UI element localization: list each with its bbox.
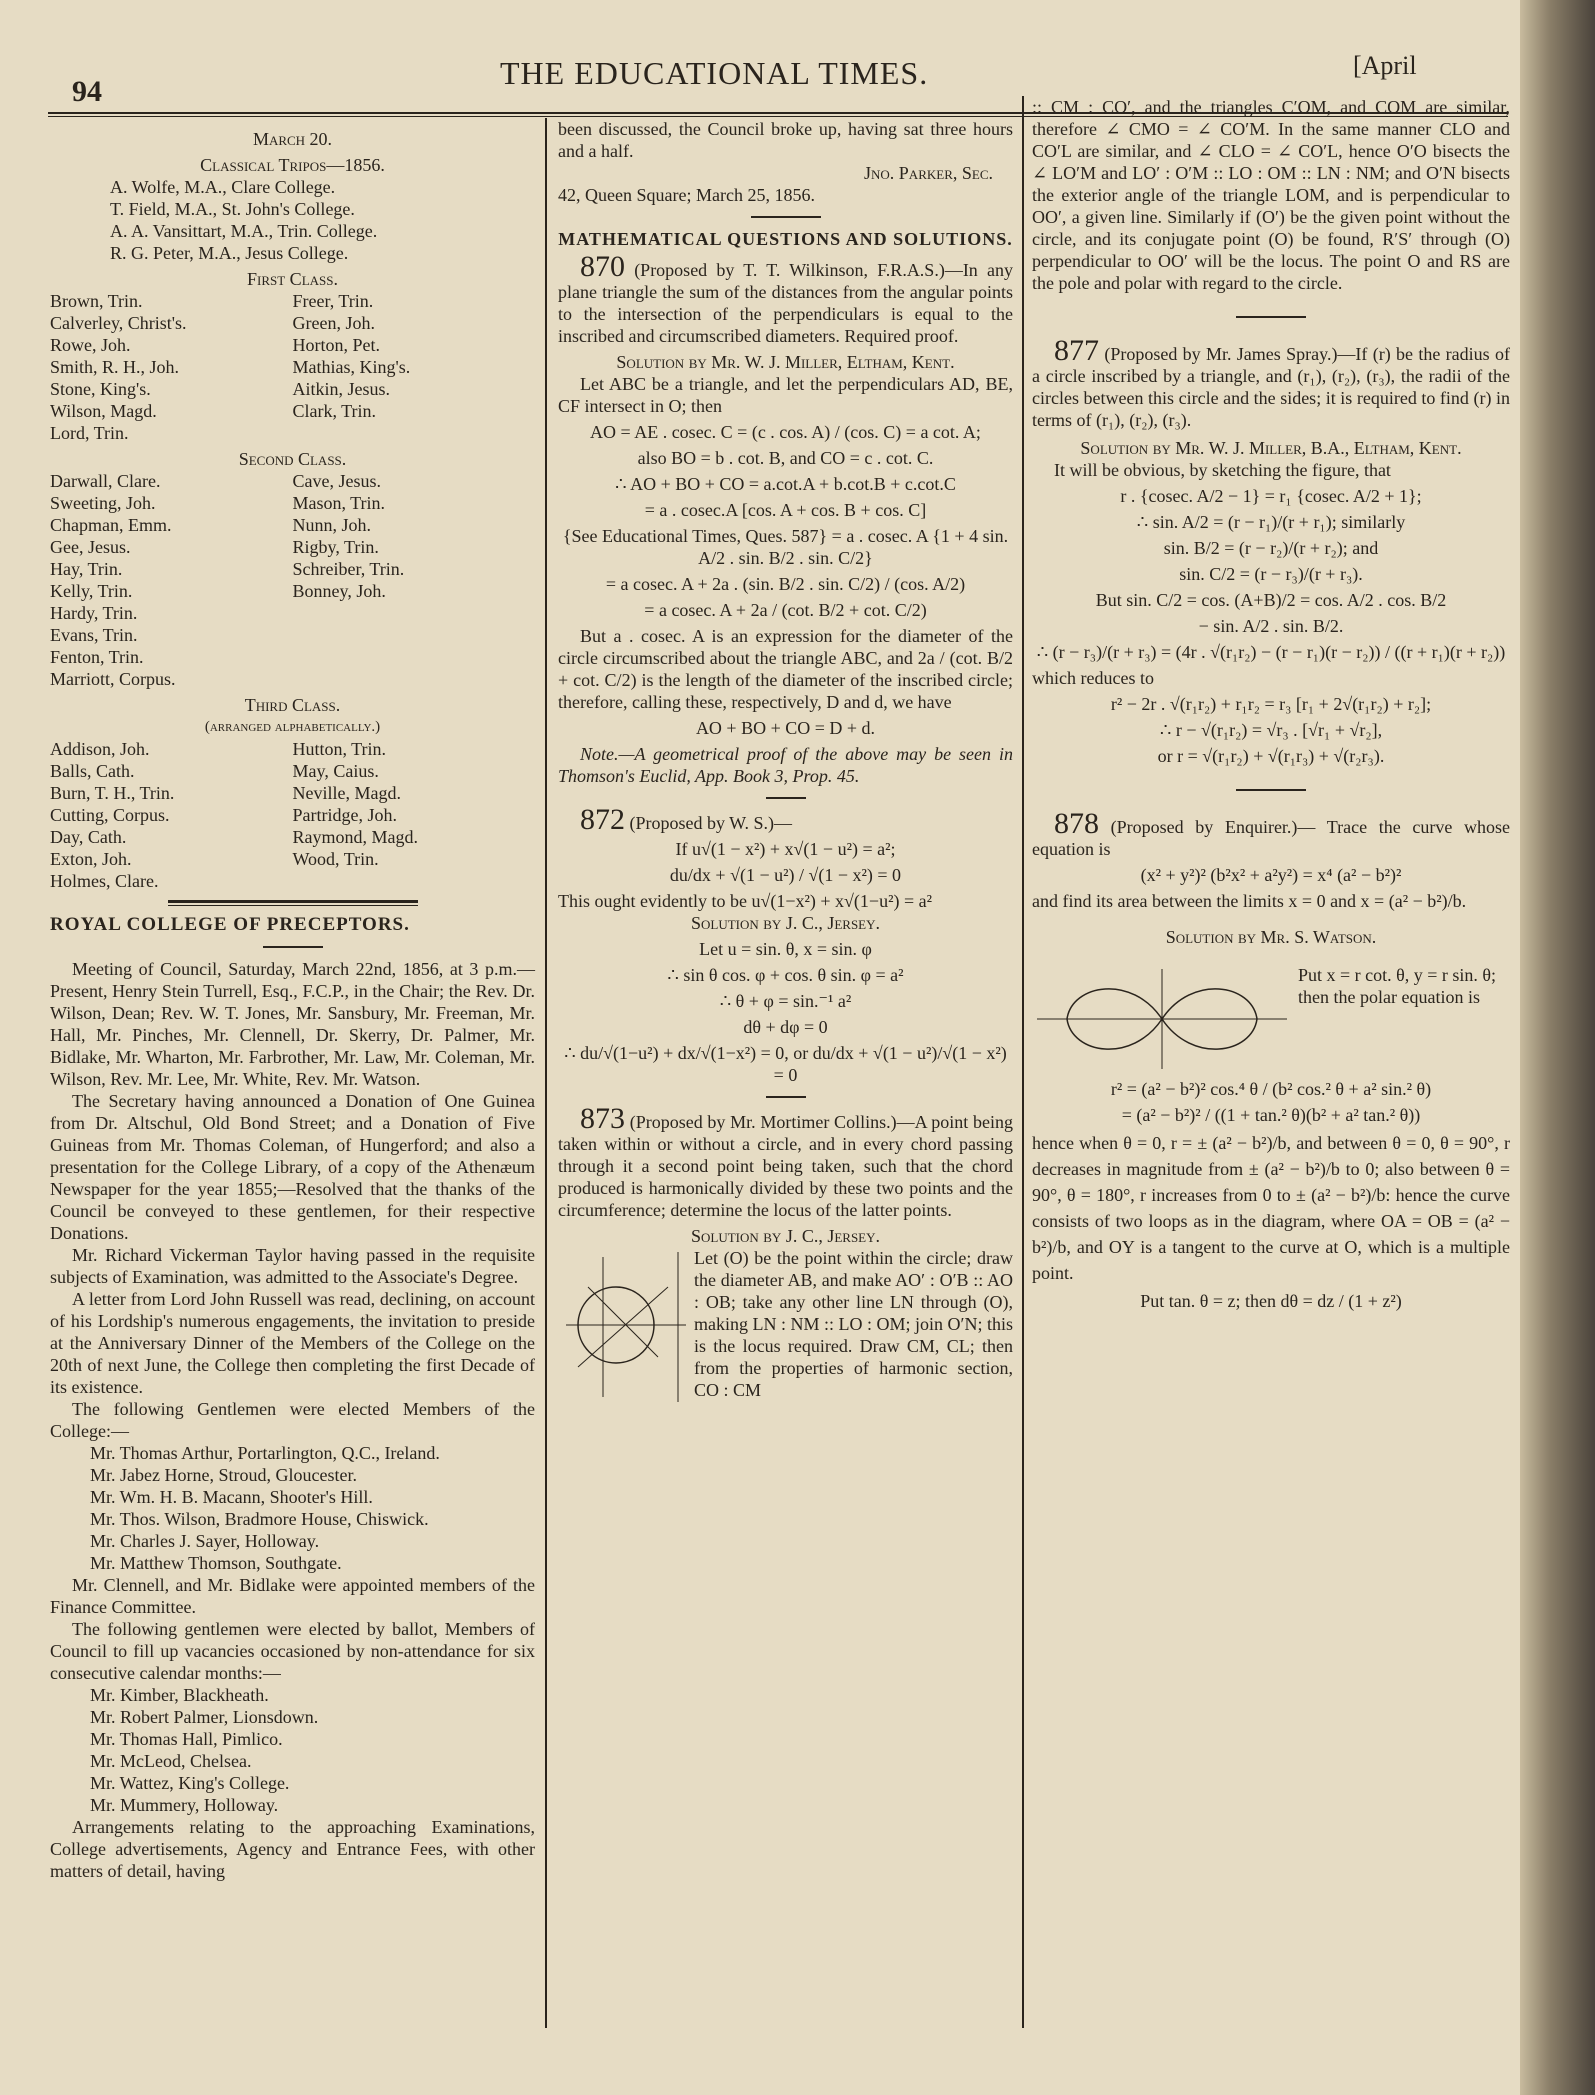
- members-list: [50, 1442, 535, 1574]
- equation: Let u = sin. θ, x = sin. φ: [699, 939, 872, 959]
- equation: dθ + dφ = 0: [743, 1017, 828, 1037]
- equation: ∴ θ + φ = sin.⁻¹ a²: [719, 991, 852, 1011]
- equation: r² = (a² − b²)² cos.⁴ θ / (b² cos.² θ + a² sin.² θ): [1110, 1079, 1432, 1099]
- paragraph: But a . cosec. A is an expression for the diameter of the circle circumscribed about the triangle ABC, and 2a / (cot. B/2 + cot. C/2) is the length of the diameter of the inscribed circle; therefore, calling these, respectively, D and d, we have: [558, 626, 1013, 712]
- signature-date: 42, Queen Square; March 25, 1856.: [558, 185, 815, 205]
- paragraph: The Secretary having announced a Donation of One Guinea from Dr. Altschul, Old Bond Street; and a Donation of Five Guineas from Mr. Thomas Coleman, of Hungerford; and also a presentation for the College Library, of a copy of the Athenæum Newspaper for the year 1855;—Resolved that the thanks of the Council be conveyed to these gentlemen, for their respective Donations.: [50, 1091, 535, 1243]
- equation: also BO = b . cot. B, and CO = c . cot. C.: [637, 448, 934, 468]
- member: Mr. Thos. Wilson, Bradmore House, Chiswick.: [90, 1509, 429, 1529]
- examiner: R. G. Peter, M.A., Jesus College.: [110, 243, 349, 263]
- column-rule-1: [545, 118, 547, 2028]
- divider: [766, 1096, 806, 1098]
- column-2: [558, 118, 1013, 1407]
- council-member: Mr. Thomas Hall, Pimlico.: [90, 1729, 283, 1749]
- name-entry: Kelly, Trin.: [50, 581, 133, 601]
- equation: But sin. C/2 = cos. (A+B)/2 = cos. A/2 . cos. B/2: [1095, 590, 1447, 610]
- council-member: Mr. McLeod, Chelsea.: [90, 1751, 252, 1771]
- equation: r² − 2r . √(r₁r₂) + r₁r₂ = r₃ [r₁ + 2√(r₁r₂) + r₂];: [1110, 694, 1432, 714]
- section-divider: [168, 900, 418, 906]
- name-entry: Cutting, Corpus.: [50, 805, 170, 825]
- name-entry: Evans, Trin.: [50, 625, 138, 645]
- equation: AO = AE . cosec. C = (c . cos. A) / (cos. C) = a cot. A;: [590, 422, 981, 442]
- equation: ∴ sin θ cos. φ + cos. θ sin. φ = a²: [667, 965, 904, 985]
- name-entry: May, Caius.: [292, 761, 379, 781]
- solution-873-block: [558, 1247, 1013, 1407]
- question-870: [558, 250, 1013, 347]
- name-entry: Wood, Trin.: [292, 849, 379, 869]
- question-877: [1032, 334, 1510, 431]
- paragraph: Let ABC be a triangle, and let the perpendiculars AD, BE, CF intersect in O; then: [558, 374, 1013, 416]
- third-class-subtitle: (arranged alphabetically.): [204, 719, 381, 735]
- solution-heading: Solution by Mr. S. Watson.: [1165, 927, 1377, 947]
- paragraph: :: CM : CO′, and the triangles C′OM, and COM are similar, therefore ∠ CMO = ∠ CO′M. In the same manner CLO and CO′L are similar, and ∠ CLO = ∠ CO′L, hence O′O bisects the ∠ LO′M and LO′ : O′M :: LO : OM :: LN : NM; and O′N bisects the exterior angle of the triangle LOM, and is perpendicular to OO′, a given line. Similarly if (O′) be the given point without the circle, and its conjugate point (O) be found, R′S′ through (O) perpendicular to OO′ will be the locus. The point O and RS are the pole and polar with regard to the circle.: [1032, 97, 1510, 293]
- name-entry: Burn, T. H., Trin.: [50, 783, 175, 803]
- equation: {See Educational Times, Ques. 587} = a . cosec. A {1 + 4 sin. A/2 . sin. B/2 . sin. C/2}: [562, 526, 1009, 568]
- name-entry: Wilson, Magd.: [50, 401, 157, 421]
- question-number: 872: [580, 803, 625, 836]
- name-entry: Rigby, Trin.: [292, 537, 379, 557]
- name-entry: Addison, Joh.: [50, 739, 150, 759]
- solution-heading: Solution by Mr. W. J. Miller, Eltham, Kent.: [616, 352, 955, 372]
- name-entry: Horton, Pet.: [292, 335, 380, 355]
- member: Mr. Matthew Thomson, Southgate.: [90, 1553, 342, 1573]
- signature: Jno. Parker, Sec.: [864, 163, 993, 183]
- paragraph: which reduces to: [1032, 668, 1154, 688]
- name-entry: Stone, King's.: [50, 379, 151, 399]
- third-class-list: [50, 738, 535, 892]
- third-class-title: Third Class.: [244, 695, 341, 715]
- question-873: [558, 1102, 1013, 1221]
- question-text: (Proposed by W. S.)—: [629, 813, 793, 833]
- equation: − sin. A/2 . sin. B/2.: [1198, 616, 1344, 636]
- name-entry: Brown, Trin.: [50, 291, 143, 311]
- book-spine: [1520, 0, 1595, 2095]
- name-entry: Day, Cath.: [50, 827, 127, 847]
- equation: or r = √(r₁r₂) + √(r₁r₃) + √(r₂r₃).: [1157, 746, 1385, 766]
- name-entry: Bonney, Joh.: [292, 581, 386, 601]
- name-entry: Balls, Cath.: [50, 761, 135, 781]
- paragraph: hence when θ = 0, r = ± (a² − b²)/b, and between θ = 0, θ = 90°, r decreases in magnitude from ± (a² − b²)/b to 0; also between θ = 90°, θ = 180°, r increases from 0 to ± (a² − b²)/b: hence the curve consists of two loops as in the diagram, where OA = OB = (a² − b²)/b, and OY is a tangent to the curve at O, which is a multiple point.: [1032, 1133, 1510, 1283]
- member: Mr. Wm. H. B. Macann, Shooter's Hill.: [90, 1487, 373, 1507]
- equation: sin. B/2 = (r − r₂)/(r + r₂); and: [1163, 538, 1379, 558]
- solution-heading: Solution by J. C., Jersey.: [690, 1226, 881, 1246]
- name-entry: Partridge, Joh.: [292, 805, 397, 825]
- question-number: 870: [580, 250, 625, 283]
- council-member: Mr. Robert Palmer, Lionsdown.: [90, 1707, 319, 1727]
- college-heading: ROYAL COLLEGE OF PRECEPTORS.: [50, 914, 410, 935]
- name-entry: Sweeting, Joh.: [50, 493, 156, 513]
- divider: [1236, 789, 1306, 791]
- member: Mr. Charles J. Sayer, Holloway.: [90, 1531, 320, 1551]
- two-loop-curve-diagram: [1032, 964, 1292, 1074]
- question-number: 877: [1054, 334, 1099, 367]
- examiner: T. Field, M.A., St. John's College.: [110, 199, 355, 219]
- paragraph: The following Gentlemen were elected Members of the College:—: [50, 1399, 535, 1441]
- name-entry: Marriott, Corpus.: [50, 669, 176, 689]
- question-number: 873: [580, 1102, 625, 1135]
- member: Mr. Jabez Horne, Stroud, Gloucester.: [90, 1465, 357, 1485]
- paragraph: Mr. Clennell, and Mr. Bidlake were appointed members of the Finance Committee.: [50, 1575, 535, 1617]
- equation: = a . cosec.A [cos. A + cos. B + cos. C]: [644, 500, 927, 520]
- name-entry: Hay, Trin.: [50, 559, 123, 579]
- tripos-title: Classical Tripos—1856.: [200, 155, 385, 175]
- paragraph: Let (O) be the point within the circle; draw the diameter AB, and make AO′ : O′B :: AO : OB; take any other line LN through (O), making LN : NM :: LO : OM; join O′N; this is the locus required. Draw CM, CL; then from the properties of harmonic section, CO : CM: [694, 1248, 1013, 1400]
- column-1: [50, 128, 535, 1882]
- name-entry: Darwall, Clare.: [50, 471, 161, 491]
- divider: [766, 797, 806, 799]
- paragraph: and find its area between the limits x = 0 and x = (a² − b²)/b.: [1032, 891, 1467, 911]
- paragraph: A letter from Lord John Russell was read, declining, on account of his Lordship's numerous engagements, the invitation to preside at the Anniversary Dinner of the Members of the College on the 20th of next June, the College then completing the first Decade of its existence.: [50, 1289, 535, 1397]
- page-number: 94: [72, 75, 102, 108]
- second-class-list: [50, 470, 535, 690]
- name-entry: Calverley, Christ's.: [50, 313, 187, 333]
- equation: = a cosec. A + 2a . (sin. B/2 . sin. C/2) / (cos. A/2): [605, 574, 966, 594]
- paragraph: Mr. Richard Vickerman Taylor having passed in the requisite subjects of Examination, was admitted to the Associate's Degree.: [50, 1245, 535, 1287]
- column-rule-2: [1022, 96, 1024, 2028]
- equation: ∴ (r − r₃)/(r + r₃) = (4r . √(r₁r₂) − (r − r₁)(r − r₂)) / ((r + r₁)(r + r₂)): [1036, 642, 1506, 662]
- question-872: [558, 803, 1013, 836]
- equation: ∴ du/√(1−u²) + dx/√(1−x²) = 0, or du/dx + √(1 − u²)/√(1 − x²) = 0: [564, 1043, 1007, 1085]
- question-text: (Proposed by Enquirer.)— Trace the curve whose equation is: [1032, 817, 1510, 859]
- paragraph: This ought evidently to be u√(1−x²) + x√(1−u²) = a²: [558, 891, 932, 911]
- council-member: Mr. Wattez, King's College.: [90, 1773, 290, 1793]
- name-entry: Chapman, Emm.: [50, 515, 172, 535]
- name-entry: Mason, Trin.: [292, 493, 386, 513]
- paragraph: Put x = r cot. θ, y = r sin. θ; then the polar equation is: [1298, 965, 1497, 1007]
- divider: [751, 216, 821, 218]
- date-heading: March 20.: [252, 129, 333, 149]
- paragraph: The following gentlemen were elected by ballot, Members of Council to fill up vacancies occasioned by non-attendance for six consecutive calendar months:—: [50, 1619, 535, 1683]
- name-entry: Lord, Trin.: [50, 423, 129, 443]
- solution-heading: Solution by J. C., Jersey.: [690, 913, 881, 933]
- equation: ∴ AO + BO + CO = a.cot.A + b.cot.B + c.cot.C: [615, 474, 956, 494]
- examiner: A. A. Vansittart, M.A., Trin. College.: [110, 221, 378, 241]
- question-text: (Proposed by Mr. Mortimer Collins.)—A point being taken within or without a circle, and in every chord passing through it a second point being taken, such that the chord produced is harmonically divided by these two points and the circumference; determine the locus of the latter points.: [558, 1112, 1013, 1220]
- equation: AO + BO + CO = D + d.: [695, 718, 876, 738]
- equation: du/dx + √(1 − u²) / √(1 − x²) = 0: [669, 865, 902, 885]
- name-entry: Freer, Trin.: [292, 291, 374, 311]
- member: Mr. Thomas Arthur, Portarlington, Q.C., Ireland.: [90, 1443, 440, 1463]
- name-entry: Raymond, Magd.: [292, 827, 418, 847]
- name-entry: Gee, Jesus.: [50, 537, 131, 557]
- equation: = (a² − b²)² / ((1 + tan.² θ)(b² + a² tan.² θ)): [1121, 1105, 1421, 1125]
- second-class-title: Second Class.: [238, 449, 347, 469]
- solution-878-block: [1032, 964, 1510, 1074]
- harmonic-section-diagram: [558, 1247, 688, 1407]
- paragraph: It will be obvious, by sketching the figure, that: [1054, 460, 1391, 480]
- divider: [263, 946, 323, 948]
- council-member: Mr. Kimber, Blackheath.: [90, 1685, 269, 1705]
- solution-heading: Solution by Mr. W. J. Miller, B.A., Eltham, Kent.: [1080, 438, 1462, 458]
- name-entry: Holmes, Clare.: [50, 871, 159, 891]
- equation: ∴ r − √(r₁r₂) = √r₃ . [√r₁ + √r₂],: [1159, 720, 1383, 740]
- name-entry: Cave, Jesus.: [292, 471, 381, 491]
- equation: = a cosec. A + 2a / (cot. B/2 + cot. C/2): [644, 600, 927, 620]
- name-entry: Rowe, Joh.: [50, 335, 131, 355]
- equation: Put tan. θ = z; then dθ = dz / (1 + z²): [1140, 1291, 1402, 1311]
- council-member: Mr. Mummery, Holloway.: [90, 1795, 279, 1815]
- masthead-title: THE EDUCATIONAL TIMES.: [500, 55, 929, 91]
- name-entry: Hardy, Trin.: [50, 603, 138, 623]
- examiners-list: [50, 176, 535, 264]
- name-entry: Neville, Magd.: [292, 783, 401, 803]
- math-heading: MATHEMATICAL QUESTIONS AND SOLUTIONS.: [558, 229, 1013, 249]
- name-entry: Clark, Trin.: [292, 401, 377, 421]
- first-class-title: First Class.: [247, 269, 338, 289]
- name-entry: Hutton, Trin.: [292, 739, 387, 759]
- name-entry: Exton, Joh.: [50, 849, 132, 869]
- name-entry: Green, Joh.: [292, 313, 375, 333]
- paragraph: been discussed, the Council broke up, having sat three hours and a half.: [558, 119, 1013, 161]
- equation: (x² + y²)² (b²x² + a²y²) = x⁴ (a² − b²)²: [1140, 865, 1402, 885]
- name-entry: Mathias, King's.: [292, 357, 411, 377]
- column-3: [1032, 96, 1510, 1316]
- issue-month: [April: [1353, 51, 1417, 80]
- equation: r . {cosec. A/2 − 1} = r₁ {cosec. A/2 + 1};: [1120, 486, 1422, 506]
- council-list: [50, 1684, 535, 1816]
- equation: sin. C/2 = (r − r₃)/(r + r₃).: [1179, 564, 1363, 584]
- name-entry: Schreiber, Trin.: [292, 559, 405, 579]
- name-entry: Fenton, Trin.: [50, 647, 144, 667]
- examiner: A. Wolfe, M.A., Clare College.: [110, 177, 336, 197]
- divider: [1236, 316, 1306, 318]
- paragraph: Arrangements relating to the approaching Examinations, College advertisements, Agency and Entrance Fees, with other matters of detail, having: [50, 1817, 535, 1881]
- equation: If u√(1 − x²) + x√(1 − u²) = a²;: [675, 839, 896, 859]
- name-entry: Smith, R. H., Joh.: [50, 357, 180, 377]
- name-entry: Aitkin, Jesus.: [292, 379, 391, 399]
- name-entry: Nunn, Joh.: [292, 515, 372, 535]
- equation: ∴ sin. A/2 = (r − r₁)/(r + r₁); similarly: [1136, 512, 1406, 532]
- paragraph: Meeting of Council, Saturday, March 22nd, 1856, at 3 p.m.—Present, Henry Stein Turrell, Esq., F.C.P., in the Chair; the Rev. Dr. Wilson, Dean; Rev. W. T. Jones, Mr. Sansbury, Mr. Freeman, Mr. Hall, Mr. Pinches, Mr. Clennell, Dr. Skerry, Dr. Palmer, Mr. Bidlake, Mr. Wharton, Mr. Farbrother, Mr. Law, Mr. Coleman, Mr. Wilson, Rev. Mr. Lee, Mr. White, Rev. Mr. Watson.: [50, 959, 535, 1089]
- question-number: 878: [1054, 807, 1099, 840]
- first-class-list: [50, 290, 535, 444]
- note: Note.—A geometrical proof of the above may be seen in Thomson's Euclid, App. Book 3, Prop. 45.: [558, 744, 1013, 786]
- question-text: (Proposed by Mr. James Spray.)—If (r) be the radius of a circle inscribed by a triangle, and (r₁), (r₂), (r₃), the radii of the circles between this circle and the sides; it is required to find (r) in terms of (r₁), (r₂), (r₃).: [1032, 344, 1510, 430]
- question-text: (Proposed by T. T. Wilkinson, F.R.A.S.)—In any plane triangle the sum of the distances from the angular points to the intersection of the perpendiculars is equal to the inscribed and circumscribed diameters. Required proof.: [558, 260, 1013, 346]
- question-878: [1032, 807, 1510, 860]
